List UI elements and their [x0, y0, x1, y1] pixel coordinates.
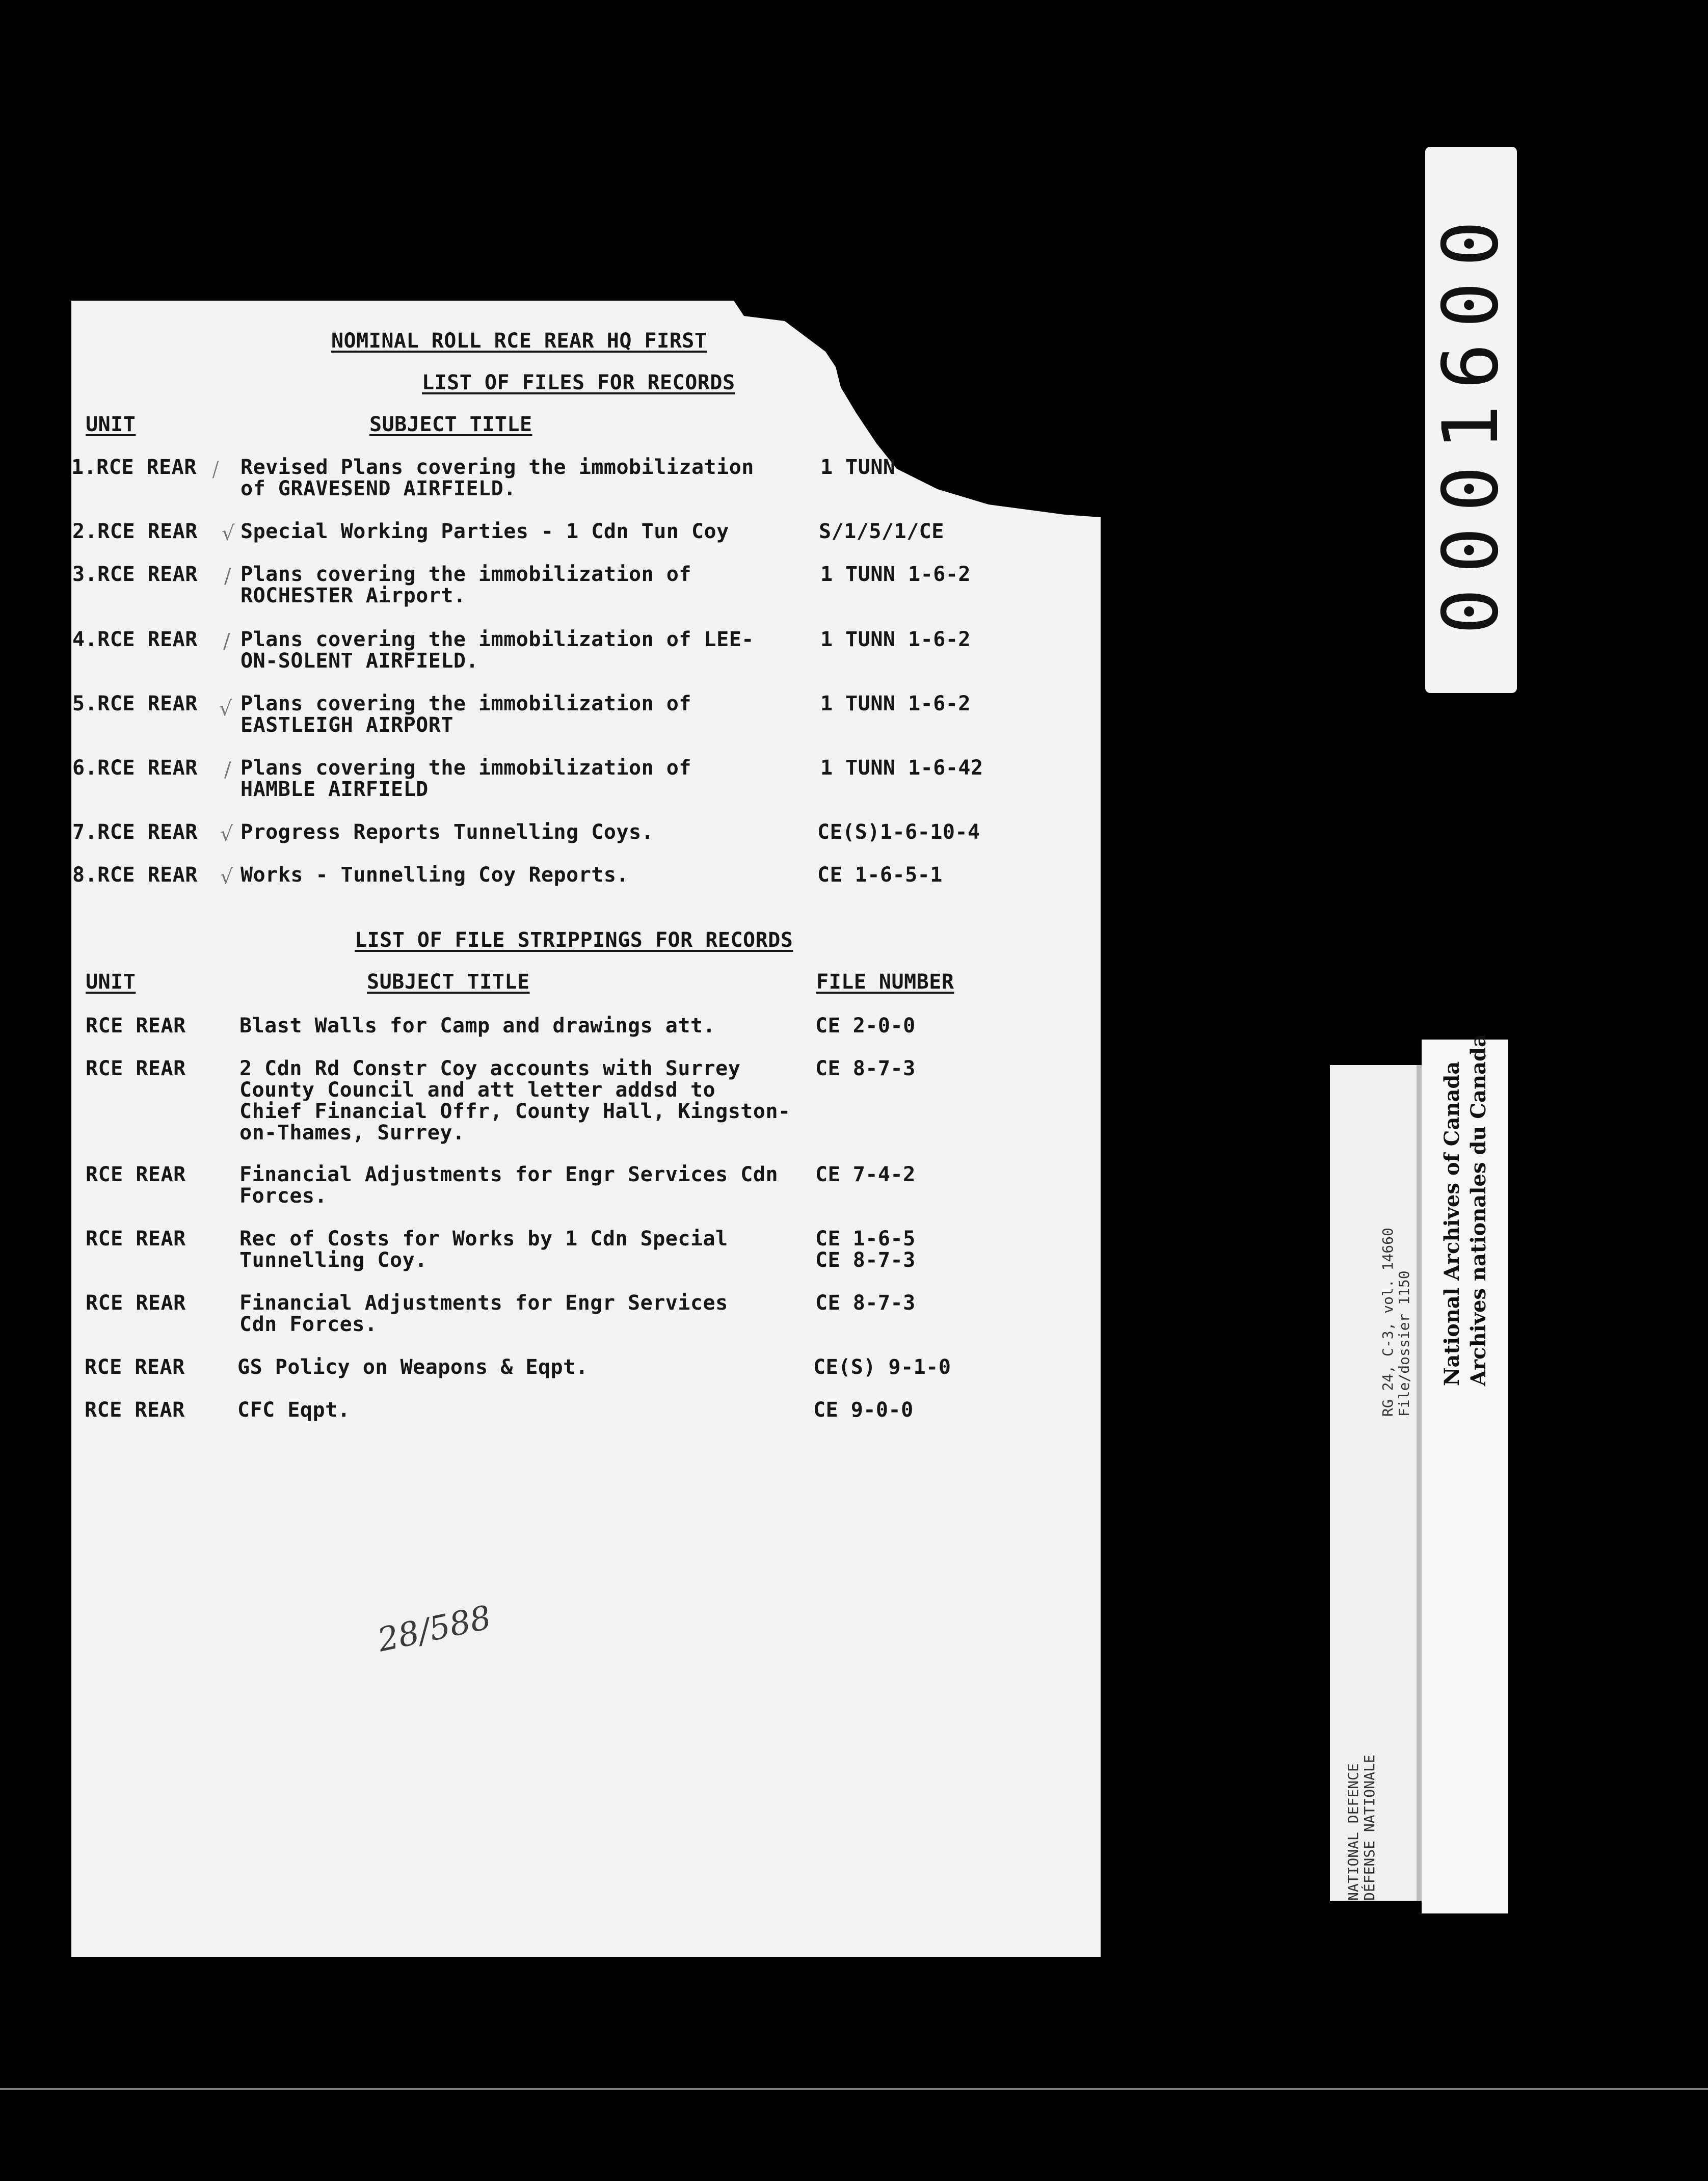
s2-row-7-unit: RCE REAR [85, 1398, 185, 1422]
s2-row-6-unit: RCE REAR [85, 1355, 185, 1379]
s1-row-8-file: CE 1-6-5-1 [817, 863, 943, 887]
s2-row-6-subject: GS Policy on Weapons & Eqpt. [237, 1355, 589, 1379]
s2-row-4-unit: RCE REAR [86, 1227, 186, 1251]
handwritten-note: 28/588 [374, 1599, 495, 1660]
s2-row-3-unit: RCE REAR [86, 1163, 186, 1186]
check-mark-icon: ⁄ [211, 458, 221, 483]
s1-row-6-unit: 6.RCE REAR [72, 756, 198, 780]
section1-header-unit: UNIT [86, 413, 136, 436]
national-defence-label: NATIONAL DEFENCE DÉFENSE NATIONALE [1345, 1754, 1378, 1901]
s2-row-4-file: CE 1-6-5 CE 8-7-3 [815, 1227, 916, 1272]
s1-row-5-file: 1 TUNN 1-6-2 [820, 692, 971, 715]
s2-row-1-file: CE 2-0-0 [815, 1014, 916, 1038]
s1-row-6-subject: Plans covering the immobilization of HAMBLE AIRFIELD [241, 756, 691, 801]
reference-label: RG 24, C-3, vol. 14660 File/dossier 1150 [1379, 1228, 1412, 1417]
check-mark-icon: √ [220, 822, 233, 846]
section2-header-subject: SUBJECT TITLE [367, 970, 530, 994]
s1-row-8-unit: 8.RCE REAR [72, 863, 198, 887]
s1-row-5-subject: Plans covering the immobilization of EASTLEIGH AIRPORT [241, 692, 691, 737]
s1-row-1-file: 1 TUNN [820, 456, 896, 479]
archives-fr-label: Archives nationales du Canada [1466, 1034, 1490, 1386]
s1-row-3-subject: Plans covering the immobilization of ROCHESTER Airport. [241, 563, 691, 607]
s1-row-4-unit: 4.RCE REAR [72, 628, 198, 651]
check-mark-icon: √ [222, 522, 235, 545]
s1-row-3-file: 1 TUNN 1-6-2 [820, 563, 971, 586]
s2-row-7-subject: CFC Eqpt. [237, 1398, 351, 1422]
frame-number-strip [1425, 147, 1517, 693]
section1-title: LIST OF FILES FOR RECORDS [422, 371, 735, 394]
archives-canada-strip [1422, 1034, 1508, 1913]
s1-row-7-unit: 7.RCE REAR [72, 820, 198, 844]
s2-row-2-unit: RCE REAR [86, 1057, 186, 1080]
s2-row-3-file: CE 7-4-2 [815, 1163, 916, 1186]
check-mark-icon: √ [220, 865, 233, 889]
section2-header-file: FILE NUMBER [816, 970, 954, 994]
s1-row-4-subject: Plans covering the immobilization of LEE- ON-SOLENT AIRFIELD. [241, 628, 754, 673]
s1-row-7-file: CE(S)1-6-10-4 [817, 820, 980, 844]
s2-row-1-unit: RCE REAR [86, 1014, 186, 1038]
frame-number: 0001600 [1427, 205, 1515, 635]
section1-header-subject: SUBJECT TITLE [369, 413, 532, 436]
s1-row-3-unit: 3.RCE REAR [72, 563, 198, 586]
s1-row-1-subject: Revised Plans covering the immobilization of GRAVESEND AIRFIELD. [241, 456, 754, 500]
s2-row-5-subject: Financial Adjustments for Engr Services Cdn Forces. [239, 1291, 728, 1336]
s1-row-2-file: S/1/5/1/CE [819, 520, 944, 543]
s1-row-7-subject: Progress Reports Tunnelling Coys. [241, 820, 654, 844]
s2-row-2-file: CE 8-7-3 [815, 1057, 916, 1080]
check-mark-icon: / [224, 565, 231, 588]
section2-header-unit: UNIT [86, 970, 136, 994]
s1-row-6-file: 1 TUNN 1-6-42 [820, 756, 983, 780]
s1-row-2-unit: 2.RCE REAR [72, 520, 198, 543]
check-mark-icon: √ [219, 697, 232, 721]
s2-row-2-subject: 2 Cdn Rd Constr Coy accounts with Surrey County Council and att letter addsd to Chief Financial Offr, County Hall, Kingston- on-Thames, Surrey. [239, 1057, 791, 1145]
s2-row-1-subject: Blast Walls for Camp and drawings att. [239, 1014, 716, 1038]
section2-title: LIST OF FILE STRIPPINGS FOR RECORDS [355, 928, 793, 952]
s2-row-5-unit: RCE REAR [86, 1291, 186, 1315]
archives-en-label: National Archives of Canada [1440, 1061, 1464, 1386]
s1-row-4-file: 1 TUNN 1-6-2 [820, 628, 971, 651]
archive-reference-strip [1330, 1065, 1427, 1901]
s2-row-5-file: CE 8-7-3 [815, 1291, 916, 1315]
s1-row-2-subject: Special Working Parties - 1 Cdn Tun Coy [241, 520, 729, 543]
document-heading: NOMINAL ROLL RCE REAR HQ FIRST [331, 329, 707, 353]
scan-edge-line [0, 2088, 1708, 2090]
s2-row-3-subject: Financial Adjustments for Engr Services Cdn Forces. [239, 1163, 779, 1208]
s2-row-6-file: CE(S) 9-1-0 [813, 1355, 951, 1379]
s1-row-1-unit: 1.RCE REAR [71, 456, 197, 479]
check-mark-icon: / [223, 630, 230, 653]
check-mark-icon: / [224, 758, 231, 782]
s2-row-7-file: CE 9-0-0 [813, 1398, 914, 1422]
s1-row-5-unit: 5.RCE REAR [72, 692, 198, 715]
s2-row-4-subject: Rec of Costs for Works by 1 Cdn Special Tunnelling Coy. [239, 1227, 728, 1272]
s1-row-8-subject: Works - Tunnelling Coy Reports. [241, 863, 629, 887]
